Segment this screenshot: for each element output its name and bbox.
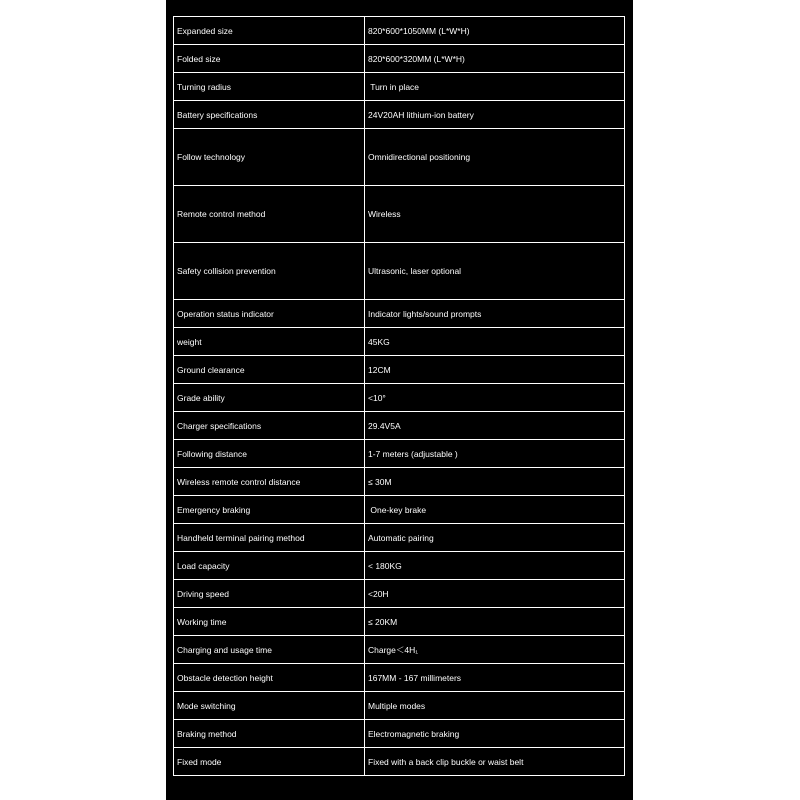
- table-row: [174, 129, 625, 186]
- table-row: [174, 468, 625, 496]
- spec-value-cell: <10°: [365, 384, 625, 412]
- table-row: [174, 524, 625, 552]
- spec-label-cell: Load capacity: [174, 552, 365, 580]
- spec-value-cell: < 180KG: [365, 552, 625, 580]
- spec-label-cell: Fixed mode: [174, 748, 365, 776]
- spec-value-cell: Multiple modes: [365, 692, 625, 720]
- table-row: [174, 186, 625, 243]
- spec-label-cell: Handheld terminal pairing method: [174, 524, 365, 552]
- spec-value-cell: <20H: [365, 580, 625, 608]
- spec-label-cell: Ground clearance: [174, 356, 365, 384]
- spec-value-cell: One-key brake: [365, 496, 625, 524]
- table-row: [174, 440, 625, 468]
- spec-label-cell: Working time: [174, 608, 365, 636]
- spec-label-cell: Battery specifications: [174, 101, 365, 129]
- spec-value-cell: 167MM - 167 millimeters: [365, 664, 625, 692]
- spec-label-cell: Expanded size: [174, 17, 365, 45]
- spec-label-cell: Braking method: [174, 720, 365, 748]
- spec-value-cell: 45KG: [365, 328, 625, 356]
- spec-label-cell: weight: [174, 328, 365, 356]
- spec-panel: [166, 0, 633, 800]
- table-row: [174, 243, 625, 300]
- spec-value-cell: Omnidirectional positioning: [365, 129, 625, 186]
- spec-value-cell: 29.4V5A: [365, 412, 625, 440]
- spec-value-cell: Turn in place: [365, 73, 625, 101]
- spec-table: [173, 16, 625, 776]
- table-row: [174, 608, 625, 636]
- spec-label-cell: Obstacle detection height: [174, 664, 365, 692]
- spec-value-cell: Indicator lights/sound prompts: [365, 300, 625, 328]
- spec-value-cell: ≤ 30M: [365, 468, 625, 496]
- spec-label-cell: Follow technology: [174, 129, 365, 186]
- spec-label-cell: Remote control method: [174, 186, 365, 243]
- table-row: [174, 17, 625, 45]
- spec-value-cell: Automatic pairing: [365, 524, 625, 552]
- spec-label-cell: Operation status indicator: [174, 300, 365, 328]
- spec-value-cell: 820*600*1050MM (L*W*H): [365, 17, 625, 45]
- spec-value-cell: 1-7 meters (adjustable ): [365, 440, 625, 468]
- spec-table-body: [174, 17, 625, 776]
- table-row: [174, 720, 625, 748]
- spec-label-cell: Emergency braking: [174, 496, 365, 524]
- spec-label-cell: Following distance: [174, 440, 365, 468]
- table-row: [174, 73, 625, 101]
- table-row: [174, 496, 625, 524]
- spec-label-cell: Folded size: [174, 45, 365, 73]
- spec-value-cell: Wireless: [365, 186, 625, 243]
- spec-value-cell: 24V20AH lithium-ion battery: [365, 101, 625, 129]
- spec-label-cell: Safety collision prevention: [174, 243, 365, 300]
- table-row: [174, 692, 625, 720]
- table-row: [174, 748, 625, 776]
- spec-label-cell: Charging and usage time: [174, 636, 365, 664]
- table-row: [174, 45, 625, 73]
- spec-value-cell: ≤ 20KM: [365, 608, 625, 636]
- table-row: [174, 328, 625, 356]
- spec-value-cell: Electromagnetic braking: [365, 720, 625, 748]
- spec-label-cell: Charger specifications: [174, 412, 365, 440]
- spec-value-cell: Ultrasonic, laser optional: [365, 243, 625, 300]
- table-row: [174, 552, 625, 580]
- table-row: [174, 636, 625, 664]
- spec-label-cell: Wireless remote control distance: [174, 468, 365, 496]
- spec-value-cell: 820*600*320MM (L*W*H): [365, 45, 625, 73]
- table-row: [174, 300, 625, 328]
- table-row: [174, 412, 625, 440]
- spec-value-cell: Fixed with a back clip buckle or waist belt: [365, 748, 625, 776]
- spec-value-cell: Charge＜4H₁: [365, 636, 625, 664]
- spec-label-cell: Turning radius: [174, 73, 365, 101]
- table-row: [174, 384, 625, 412]
- spec-value-cell: 12CM: [365, 356, 625, 384]
- table-row: [174, 356, 625, 384]
- spec-label-cell: Mode switching: [174, 692, 365, 720]
- spec-label-cell: Grade ability: [174, 384, 365, 412]
- table-row: [174, 664, 625, 692]
- table-row: [174, 580, 625, 608]
- spec-label-cell: Driving speed: [174, 580, 365, 608]
- table-row: [174, 101, 625, 129]
